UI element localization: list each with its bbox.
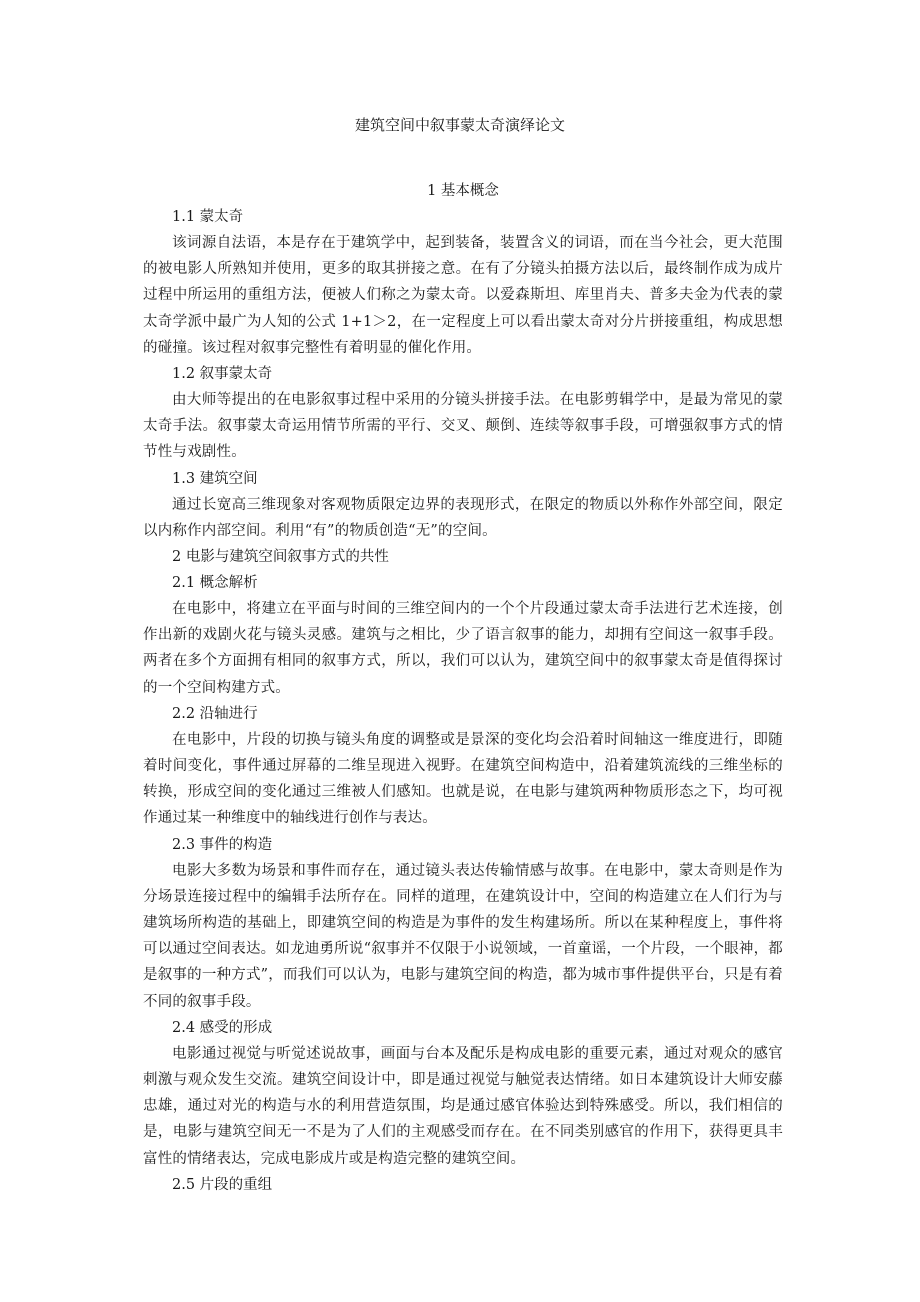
paragraph-2-3: 电影大多数为场景和事件而存在，通过镜头表达传输情感与故事。在电影中，蒙太奇则是作为分场景连接过程中的编辑手法所存在。同样的道理，在建筑设计中，空间的构造建立在人们行为与建筑场所构造的基础上，即建筑空间的构造是为事件的发生构建场所。所以在某种程度上，事件将可以通过空间表达。如龙迪勇所说“叙事并不仅限于小说领域，一首童谣，一个片段，一个眼神，都是叙事的一种方式”，而我们可以认为，电影与建筑空间的构造，都为城市事件提供平台，只是有着不同的叙事手段。: [143, 862, 783, 1010]
subsection-heading-2-3: 2.3 事件的构造: [172, 836, 273, 853]
subsection-heading-2-4: 2.4 感受的形成: [172, 1019, 273, 1036]
document-title: 建筑空间中叙事蒙太奇演绎论文: [354, 116, 565, 134]
paragraph-2-2: 在电影中，片段的切换与镜头角度的调整或是景深的变化均会沿着时间轴这一维度进行，即随着时间变化，事件通过屏幕的二维呈现进入视野。在建筑空间构造中，沿着建筑流线的三维坐标的转换，形成空间的变化通过三维被人们感知。也就是说，在电影与建筑两种物质形态之下，均可视作通过某一种维度中的轴线进行创作与表达。: [143, 731, 783, 827]
section-heading-2: 2 电影与建筑空间叙事方式的共性: [172, 549, 389, 566]
subsection-heading-1-1: 1.1 蒙太奇: [172, 209, 244, 225]
document-body: [143, 178, 783, 1198]
section-heading-1: 1 基本概念: [427, 183, 499, 199]
subsection-heading-1-2: 1.2 叙事蒙太奇: [172, 366, 273, 383]
subsection-heading-2-2: 2.2 沿轴进行: [172, 705, 258, 722]
paragraph-1-3: 通过长宽高三维现象对客观物质限定边界的表现形式，在限定的物质以外称作外部空间，限定以内称作内部空间。利用“有”的物质创造“无”的空间。: [143, 496, 783, 539]
paragraph-1-1: 该词源自法语，本是存在于建筑学中，起到装备，装置含义的词语，而在当今社会，更大范围的被电影人所熟知并使用，更多的取其拼接之意。在有了分镜头拍摄方法以后，最终制作成为成片过程中所运用的重组方法，便被人们称之为蒙太奇。以爱森斯坦、库里肖夫、普多夫金为代表的蒙太奇学派中最广为人知的公式 1+1＞2，在一定程度上可以看出蒙太奇对分片拼接重组，构成思想的碰撞。该过程对叙事完整性有着明显的催化作用。: [143, 235, 783, 356]
subsection-heading-2-1: 2.1 概念解析: [172, 575, 258, 592]
paragraph-1-2: 由大师等提出的在电影叙事过程中采用的分镜头拼接手法。在电影剪辑学中，是最为常见的蒙太奇手法。叙事蒙太奇运用情节所需的平行、交叉、颠倒、连续等叙事手段，可增强叙事方式的情节性与戏剧性。: [143, 392, 783, 461]
subsection-heading-1-3: 1.3 建筑空间: [172, 470, 258, 487]
paragraph-2-1: 在电影中，将建立在平面与时间的三维空间内的一个个片段通过蒙太奇手法进行艺术连接，创作出新的戏剧火花与镜头灵感。建筑与之相比，少了语言叙事的能力，却拥有空间这一叙事手段。两者在多个方面拥有相同的叙事方式，所以，我们可以认为，建筑空间中的叙事蒙太奇是值得探讨的一个空间构建方式。: [143, 601, 783, 696]
paragraph-2-4: 电影通过视觉与听觉述说故事，画面与台本及配乐是构成电影的重要元素，通过对观众的感官刺激与观众发生交流。建筑空间设计中，即是通过视觉与触觉表达情绪。如日本建筑设计大师安藤忠雄，通过对光的构造与水的利用营造氛围，均是通过感官体验达到特殊感受。所以，我们相信的是，电影与建筑空间无一不是为了人们的主观感受而存在。在不同类别感官的作用下，获得更具丰富性的情绪表达，完成电影成片或是构造完整的建筑空间。: [143, 1045, 783, 1167]
subsection-heading-2-5: 2.5 片段的重组: [172, 1176, 273, 1193]
